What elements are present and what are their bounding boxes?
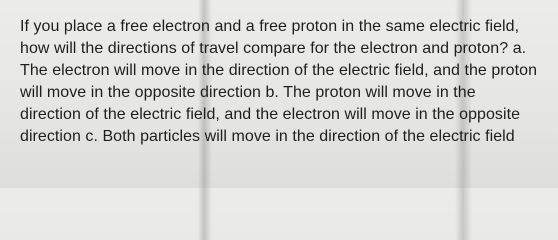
question-text: If you place a free electron and a free proton in the same electric field, how will the directions of travel compare for the electron and proton? a. The electron will move in the direction of the electric field, and the proton will move in the opposite direction b. The proton will move in the direction of the electric field, and the electron will move in the opposite direction c. Both particles will move in the direction of the electric field [20, 18, 538, 145]
